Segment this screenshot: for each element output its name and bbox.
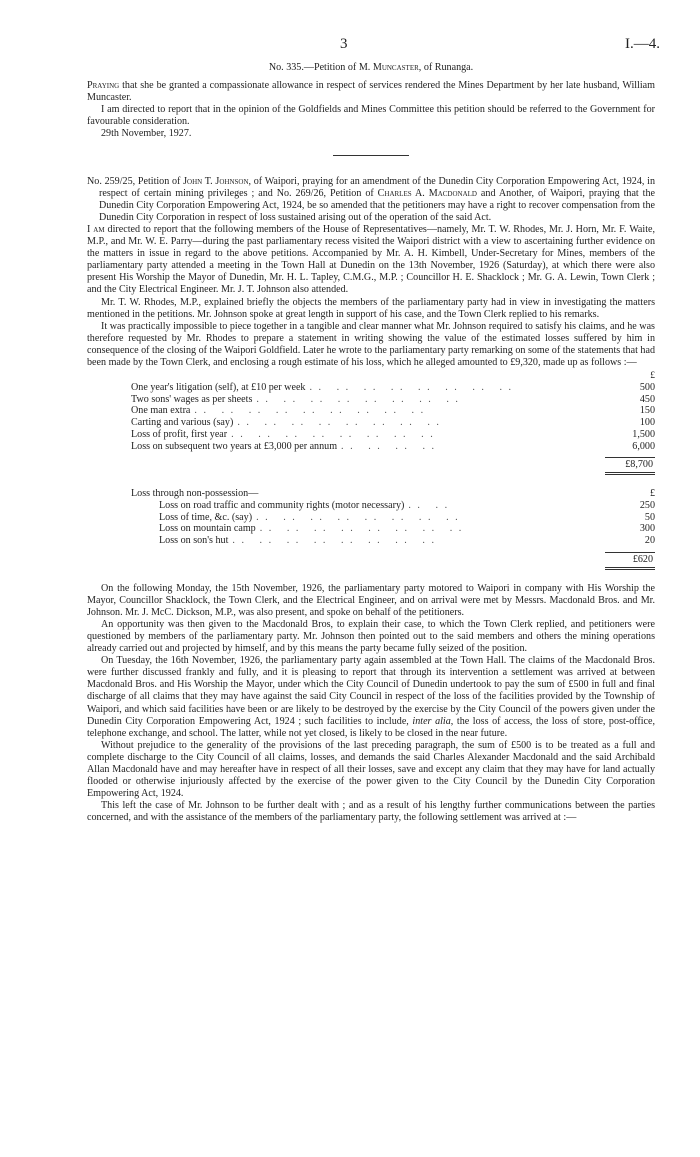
paper-reference: I.—4. [625,36,660,52]
narrative-paragraph: This left the case of Mr. Johnson to be further dealt with ; and as a result of his lengthy further communications between the parties concerned, and with the assistance of the members of the parliamentary party, the following settlement was arrived at :— [87,800,655,824]
petition-title: No. 335.—Petition of M. Muncaster, of Runanga. [268,62,474,73]
non-possession-table [87,488,655,570]
table-row: Carting and various (say) . . . . . . . . . . . . . . . . 100 [131,417,655,429]
section-divider [333,155,409,156]
report-paragraph: I am directed to report that the following members of the House of Representatives—namely, Mr. T. W. Rhodes, Mr. J. Horn, Mr. F. Waite, M.P., and Mr. W. E. Parry—during the past parliamentary recess visited the Waipori district with a view to ascertaining further evidence on the matters in issue in regard to the above petitions. Accompanied by Mr. A. H. Kimbell, Under-Secretary for Mines, members of the parliamentary party attended a meeting in the Town Hall at Dunedin on the 13th November, 1926 (Saturday), at which there were also present His Worship the Mayor of Dunedin, Mr. H. L. Tapley, C.M.G., M.P. ; Councillor H. E. Shacklock ; Mr. G. A. Lewin, Town Clerk ; and the City Electrical Engineer. Mr. J. T. Johnson also attended. [87,223,655,296]
table-total: £8,700 [605,457,655,475]
table-row: Loss of time, &c. (say) . . . . . . . . . . . . . . . . 50 [159,511,655,523]
report-paragraph: Mr. T. W. Rhodes, M.P., explained briefly the objects the members of the parliamentary party had in view in investigating the matters mentioned in the petitions. Mr. Johnson spoke at great length in support of his case, and the Town Clerk replied to his remarks. [87,296,655,320]
table-row: Loss on mountain camp . . . . . . . . . . . . . . . . 300 [159,523,655,535]
narrative-paragraph: Without prejudice to the generality of the provisions of the last preceding paragraph, the sum of £500 is to be treated as a full and complete discharge to the City Council of all claims, losses, and demands the said Charles Alexander Macdonald and the said Archibald Allan Macdonald have and may hereafter have in respect of all their losses, save and except any claim that they may have for land actually flooded or otherwise injuriously affected by the exercise of the power given to the City Council by the Dunedin City Corporation Empowering Act, 1924. [87,739,655,800]
table-row: One year's litigation (self), at £10 per week . . . . . . . . . . . . . . . . 500 [131,382,655,394]
narrative-paragraph: On the following Monday, the 15th November, 1926, the parliamentary party motored to Waipori in company with His Worship the Mayor, Councillor Shacklock, the Town Clerk, and the Electrical Engineer, and on arrival were met by Messrs. Macdonald Bros. and Mr. Johnson. Mr. J. McC. Dickson, M.P., was also present, and spoke on behalf of the petitioners. [87,582,655,618]
table-row: Loss of profit, first year . . . . . . . . . . . . . . . . 1,500 [131,428,655,440]
committee-report: I am directed to report that in the opinion of the Goldfields and Mines Committee this petition should be referred to the Government for favourable consideration. [87,104,655,128]
currency-header: £ [649,488,655,500]
narrative-paragraph: On Tuesday, the 16th November, 1926, the parliamentary party again assembled at the Town Hall. The claims of the Macdonald Bros. were further discussed frankly and fully, and it is pleasing to report that through its intervention a settlement was arrived at between Macdonald Bros. and His Worship the Mayor, under which the City Council of Dunedin undertook to pay the sum of £500 in full and final discharge of all claims that they may have against the said City Council in respect of the loss of the facilities provided by the Township of Waipori, and which said facilities have been or are likely to be destroyed by the exercise by the City Council of the powers given under the Dunedin City Corporation Empowering Act, 1924 ; such facilities to include, inter alia, the loss of access, the loss of store, post-office, telephone exchange, and school. The latter, while not yet closed, is likely to be closed in the near future. [87,655,655,739]
currency-header: £ [650,371,655,382]
table-row: One man extra . . . . . . . . . . . . . . . . . . 150 [131,405,655,417]
narrative-paragraph: An opportunity was then given to the Macdonald Bros, to explain their case, to which the Town Clerk replied, and petitioners were questioned by members of the parliamentary party. Mr. Johnson then pointed out to the said members and others the mining operations already carried out and projected by himself, and by this means the party became fully seized of the position. [87,618,655,655]
table-total: £620 [605,552,655,570]
table-row: Loss on road traffic and community rights (motor necessary) . . . . 250 [159,499,655,511]
petition-prayer: Praying that she be granted a compassionate allowance in respect of services rendered the Mines Department by her late husband, William Muncaster. [87,80,655,104]
table-heading: Loss through non-possession— [131,488,259,500]
report-date: 29th November, 1927. [101,128,192,140]
page-number: 3 [340,36,348,52]
table-row: Loss on son's hut . . . . . . . . . . . . . . . . 20 [159,534,655,546]
table-row: Two sons' wages as per sheets . . . . . . . . . . . . . . . . 450 [131,393,655,405]
loss-estimate-table [87,371,655,476]
petition-title-block: No. 259/25, Petition of John T. Johnson, of Waipori, praying for an amendment of the Dunedin City Corporation Empowering Act, 1924, in respect of certain mining privileges ; and No. 269/26, Petition of Charles A. Macdonald and Another, of Waipori, praying that the Dunedin City Corporation Empowering Act, 1924, be so amended that the petitioners may have a right to recover compensation from the Dunedin City Corporation in respect of loss sustained arising out of the operation of the said Act. [87,175,655,223]
document-body [87,62,655,825]
report-paragraph: It was practically impossible to piece together in a tangible and clear manner what Mr. Johnson required to satisfy his claims, and he was therefore requested by Mr. Rhodes to prepare a statement in writing showing the value of the estimated losses suffered by him in consequence of the closing of the Waipori Goldfield. Later he wrote to the parliamentary party remarking on some of the statements that had been made by the Town Clerk, and enclosing a rough estimate of his loss, which he alleged amounted to £9,320, made up as follows :— [87,320,655,368]
table-row: Loss on subsequent two years at £3,000 per annum . . . . . . . . 6,000 [131,440,655,452]
